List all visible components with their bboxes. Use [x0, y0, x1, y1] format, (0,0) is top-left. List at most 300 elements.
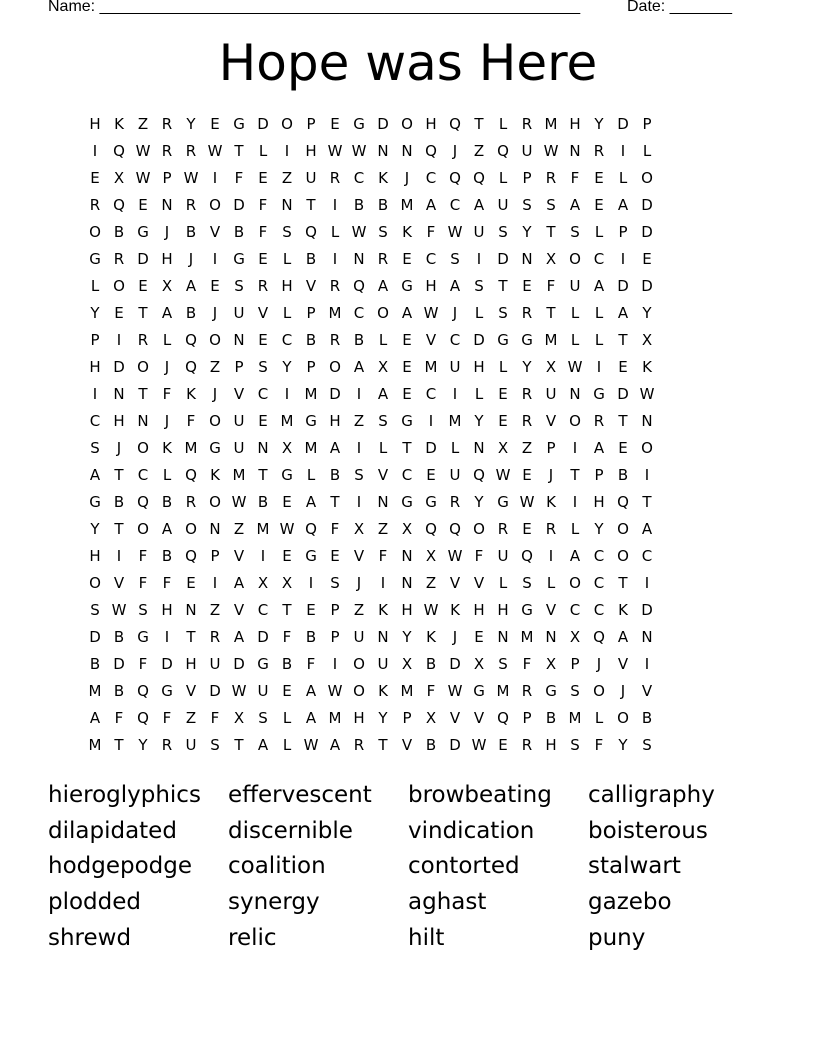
- grid-letter: A: [401, 304, 413, 322]
- grid-letter: H: [113, 412, 125, 430]
- grid-letter: C: [281, 331, 293, 349]
- grid-letter: I: [332, 196, 338, 214]
- grid-letter: R: [521, 412, 533, 430]
- grid-letter: L: [570, 331, 580, 349]
- grid-letter: G: [233, 115, 245, 133]
- grid-letter: L: [90, 277, 100, 295]
- grid-letter: K: [402, 223, 412, 241]
- grid-letter: A: [641, 520, 653, 538]
- grid-letter: E: [210, 277, 220, 295]
- grid-letter: E: [258, 412, 268, 430]
- grid-letter: S: [450, 250, 460, 268]
- grid-letter: O: [209, 331, 221, 349]
- grid-letter: J: [164, 412, 170, 430]
- grid-row: [83, 165, 731, 192]
- grid-letter: L: [282, 736, 292, 754]
- grid-letter: P: [210, 547, 220, 565]
- grid-letter: I: [116, 547, 122, 565]
- grid-letter: I: [284, 385, 290, 403]
- grid-letter: K: [162, 439, 172, 457]
- grid-letter: E: [330, 547, 340, 565]
- grid-letter: W: [351, 142, 367, 160]
- grid-letter: E: [114, 304, 124, 322]
- grid-row: [83, 219, 731, 246]
- grid-letter: E: [138, 196, 148, 214]
- grid-letter: S: [90, 439, 100, 457]
- grid-letter: H: [161, 601, 173, 619]
- grid-letter: H: [89, 547, 101, 565]
- grid-row: [83, 516, 731, 543]
- grid-letter: F: [162, 709, 172, 727]
- grid-letter: O: [641, 169, 653, 187]
- grid-letter: P: [306, 358, 316, 376]
- grid-letter: S: [258, 709, 268, 727]
- grid-letter: G: [89, 250, 101, 268]
- grid-letter: Q: [305, 223, 317, 241]
- grid-letter: B: [113, 223, 125, 241]
- grid-letter: P: [306, 115, 316, 133]
- grid-letter: G: [497, 493, 509, 511]
- grid-letter: K: [426, 628, 436, 646]
- grid-letter: J: [596, 655, 602, 673]
- word-bank-item: hieroglyphics: [48, 782, 201, 808]
- grid-letter: X: [161, 277, 173, 295]
- grid-letter: C: [425, 169, 437, 187]
- grid-letter: L: [330, 223, 340, 241]
- grid-letter: Q: [137, 682, 149, 700]
- grid-letter: U: [209, 655, 221, 673]
- grid-letter: H: [473, 601, 485, 619]
- grid-letter: D: [641, 601, 653, 619]
- grid-letter: R: [545, 520, 557, 538]
- grid-letter: S: [282, 223, 292, 241]
- grid-letter: F: [570, 169, 580, 187]
- grid-letter: K: [618, 601, 628, 619]
- grid-letter: U: [521, 142, 533, 160]
- word-bank-item: vindication: [408, 817, 535, 844]
- grid-letter: P: [570, 655, 580, 673]
- grid-letter: A: [449, 277, 461, 295]
- grid-letter: D: [617, 115, 629, 133]
- grid-letter: T: [114, 736, 124, 754]
- grid-letter: S: [522, 196, 532, 214]
- grid-letter: O: [137, 439, 149, 457]
- grid-letter: N: [545, 628, 557, 646]
- grid-letter: R: [593, 412, 605, 430]
- grid-letter: W: [447, 682, 463, 700]
- grid-letter: M: [400, 196, 414, 214]
- grid-letter: S: [498, 655, 508, 673]
- grid-letter: F: [306, 655, 316, 673]
- grid-letter: E: [402, 358, 412, 376]
- grid-letter: E: [258, 331, 268, 349]
- grid-letter: G: [401, 412, 413, 430]
- grid-letter: B: [281, 655, 293, 673]
- grid-letter: V: [233, 547, 245, 565]
- grid-letter: L: [594, 304, 604, 322]
- grid-letter: U: [497, 196, 509, 214]
- grid-letter: V: [473, 574, 485, 592]
- grid-letter: Z: [353, 601, 365, 619]
- grid-letter: M: [280, 412, 294, 430]
- grid-letter: B: [161, 493, 173, 511]
- word-bank-item: coalition: [228, 853, 326, 880]
- grid-letter: A: [89, 466, 101, 484]
- grid-letter: W: [231, 493, 247, 511]
- grid-letter: G: [257, 655, 269, 673]
- grid-letter: R: [185, 142, 197, 160]
- grid-letter: Q: [449, 115, 461, 133]
- grid-letter: H: [425, 277, 437, 295]
- grid-letter: I: [332, 250, 338, 268]
- grid-letter: E: [210, 115, 220, 133]
- grid-letter: D: [473, 331, 485, 349]
- grid-letter: F: [426, 223, 436, 241]
- grid-letter: X: [545, 250, 557, 268]
- grid-row: [83, 651, 731, 678]
- grid-letter: E: [402, 331, 412, 349]
- grid-letter: B: [329, 466, 341, 484]
- grid-letter: X: [401, 520, 413, 538]
- grid-letter: H: [329, 412, 341, 430]
- grid-letter: Q: [185, 466, 197, 484]
- grid-letter: Y: [522, 358, 532, 376]
- grid-letter: X: [401, 655, 413, 673]
- grid-letter: H: [545, 736, 557, 754]
- grid-letter: Y: [138, 736, 148, 754]
- grid-letter: R: [497, 520, 509, 538]
- grid-letter: Z: [377, 520, 389, 538]
- grid-letter: X: [353, 520, 365, 538]
- grid-letter: O: [593, 682, 605, 700]
- grid-letter: F: [138, 547, 148, 565]
- grid-letter: G: [305, 547, 317, 565]
- grid-letter: M: [88, 682, 102, 700]
- grid-letter: R: [521, 682, 533, 700]
- grid-letter: U: [473, 223, 485, 241]
- grid-letter: A: [569, 547, 581, 565]
- grid-letter: T: [138, 385, 148, 403]
- grid-letter: G: [305, 412, 317, 430]
- grid-letter: A: [161, 304, 173, 322]
- grid-letter: L: [282, 304, 292, 322]
- date-field-label: Date: _______: [627, 0, 732, 15]
- grid-letter: I: [212, 574, 218, 592]
- grid-letter: E: [90, 169, 100, 187]
- grid-letter: O: [209, 493, 221, 511]
- grid-letter: R: [113, 250, 125, 268]
- grid-letter: X: [425, 547, 437, 565]
- grid-letter: D: [209, 682, 221, 700]
- grid-row: [83, 138, 731, 165]
- grid-letter: X: [545, 655, 557, 673]
- grid-letter: O: [89, 223, 101, 241]
- grid-letter: S: [570, 682, 580, 700]
- grid-letter: P: [618, 223, 628, 241]
- grid-letter: M: [304, 439, 318, 457]
- grid-letter: D: [137, 250, 149, 268]
- grid-letter: E: [522, 466, 532, 484]
- grid-letter: J: [452, 304, 458, 322]
- grid-letter: L: [282, 250, 292, 268]
- grid-letter: S: [234, 277, 244, 295]
- word-bank-item: effervescent: [228, 782, 372, 808]
- grid-letter: U: [353, 628, 365, 646]
- grid-letter: F: [162, 574, 172, 592]
- grid-letter: J: [356, 574, 362, 592]
- grid-letter: X: [113, 169, 125, 187]
- grid-letter: W: [351, 223, 367, 241]
- grid-letter: C: [401, 466, 413, 484]
- grid-letter: U: [377, 655, 389, 673]
- grid-letter: J: [116, 439, 122, 457]
- grid-letter: F: [138, 655, 148, 673]
- grid-letter: C: [425, 385, 437, 403]
- grid-letter: V: [449, 574, 461, 592]
- grid-letter: U: [233, 412, 245, 430]
- grid-letter: Q: [473, 466, 485, 484]
- grid-letter: E: [642, 250, 652, 268]
- grid-letter: Q: [449, 520, 461, 538]
- grid-letter: F: [186, 412, 196, 430]
- grid-letter: U: [185, 736, 197, 754]
- grid-letter: R: [449, 493, 461, 511]
- grid-letter: O: [137, 520, 149, 538]
- grid-letter: D: [329, 385, 341, 403]
- grid-letter: S: [138, 601, 148, 619]
- grid-letter: Y: [642, 304, 652, 322]
- grid-letter: N: [401, 142, 413, 160]
- grid-letter: A: [593, 439, 605, 457]
- grid-letter: X: [497, 439, 509, 457]
- grid-letter: F: [282, 628, 292, 646]
- grid-letter: L: [378, 439, 388, 457]
- grid-letter: L: [642, 142, 652, 160]
- grid-letter: A: [185, 277, 197, 295]
- grid-letter: R: [521, 304, 533, 322]
- grid-letter: D: [497, 250, 509, 268]
- grid-letter: B: [353, 331, 365, 349]
- grid-letter: R: [329, 169, 341, 187]
- grid-letter: N: [521, 250, 533, 268]
- grid-letter: B: [305, 628, 317, 646]
- grid-letter: U: [233, 439, 245, 457]
- grid-letter: R: [209, 628, 221, 646]
- grid-letter: A: [233, 574, 245, 592]
- grid-letter: K: [378, 682, 388, 700]
- grid-letter: W: [111, 601, 127, 619]
- grid-letter: A: [353, 358, 365, 376]
- word-bank-item: relic: [228, 924, 277, 951]
- grid-letter: I: [92, 142, 98, 160]
- grid-letter: E: [498, 412, 508, 430]
- grid-letter: B: [233, 223, 245, 241]
- grid-letter: F: [162, 385, 172, 403]
- grid-letter: R: [89, 196, 101, 214]
- grid-letter: J: [164, 358, 170, 376]
- grid-letter: C: [425, 250, 437, 268]
- grid-letter: V: [473, 709, 485, 727]
- grid-letter: E: [618, 439, 628, 457]
- grid-letter: D: [233, 655, 245, 673]
- grid-letter: S: [330, 574, 340, 592]
- grid-letter: R: [185, 196, 197, 214]
- grid-letter: N: [113, 385, 125, 403]
- grid-letter: N: [137, 412, 149, 430]
- grid-letter: V: [641, 682, 653, 700]
- puzzle-title: Hope was Here: [218, 34, 598, 92]
- grid-letter: G: [281, 466, 293, 484]
- grid-letter: K: [450, 601, 460, 619]
- grid-letter: Z: [521, 439, 533, 457]
- grid-letter: N: [209, 520, 221, 538]
- grid-letter: E: [258, 169, 268, 187]
- grid-letter: Q: [425, 520, 437, 538]
- grid-letter: B: [425, 736, 437, 754]
- grid-letter: A: [377, 277, 389, 295]
- grid-letter: T: [114, 466, 124, 484]
- grid-letter: Q: [185, 358, 197, 376]
- grid-letter: C: [257, 601, 269, 619]
- grid-letter: Y: [594, 520, 604, 538]
- grid-letter: O: [185, 520, 197, 538]
- grid-letter: X: [569, 628, 581, 646]
- grid-letter: U: [449, 466, 461, 484]
- grid-letter: E: [522, 277, 532, 295]
- grid-letter: D: [89, 628, 101, 646]
- grid-letter: B: [113, 682, 125, 700]
- grid-letter: B: [113, 493, 125, 511]
- grid-letter: B: [617, 466, 629, 484]
- grid-letter: H: [497, 601, 509, 619]
- grid-letter: A: [329, 439, 341, 457]
- grid-letter: E: [282, 493, 292, 511]
- grid-letter: E: [474, 628, 484, 646]
- grid-letter: V: [305, 277, 317, 295]
- grid-letter: K: [186, 385, 196, 403]
- grid-letter: Q: [425, 142, 437, 160]
- grid-letter: O: [353, 655, 365, 673]
- grid-letter: E: [426, 466, 436, 484]
- grid-letter: L: [498, 574, 508, 592]
- grid-letter: M: [328, 709, 342, 727]
- grid-letter: C: [257, 385, 269, 403]
- grid-letter: H: [425, 115, 437, 133]
- grid-letter: Y: [522, 223, 532, 241]
- grid-letter: I: [284, 142, 290, 160]
- grid-letter: W: [447, 223, 463, 241]
- grid-letter: L: [258, 142, 268, 160]
- grid-letter: B: [353, 196, 365, 214]
- grid-letter: I: [644, 466, 650, 484]
- grid-letter: M: [544, 331, 558, 349]
- grid-letter: B: [185, 223, 197, 241]
- grid-letter: B: [161, 547, 173, 565]
- grid-letter: G: [473, 682, 485, 700]
- grid-letter: J: [212, 385, 218, 403]
- grid-letter: I: [356, 493, 362, 511]
- grid-letter: B: [305, 331, 317, 349]
- grid-letter: O: [209, 412, 221, 430]
- grid-letter: O: [89, 574, 101, 592]
- grid-letter: Y: [282, 358, 292, 376]
- grid-letter: T: [234, 142, 244, 160]
- grid-letter: D: [113, 358, 125, 376]
- grid-letter: M: [184, 439, 198, 457]
- grid-letter: E: [138, 277, 148, 295]
- grid-letter: C: [353, 304, 365, 322]
- grid-letter: I: [212, 169, 218, 187]
- grid-letter: O: [353, 682, 365, 700]
- grid-letter: G: [425, 493, 437, 511]
- grid-letter: W: [207, 142, 223, 160]
- grid-letter: Q: [113, 142, 125, 160]
- grid-letter: O: [569, 250, 581, 268]
- grid-letter: Y: [402, 628, 412, 646]
- word-bank-item: plodded: [48, 889, 142, 916]
- grid-letter: S: [378, 223, 388, 241]
- grid-letter: N: [641, 412, 653, 430]
- grid-letter: H: [593, 493, 605, 511]
- grid-letter: J: [548, 466, 554, 484]
- grid-letter: R: [521, 115, 533, 133]
- grid-letter: Q: [497, 142, 509, 160]
- grid-letter: E: [618, 358, 628, 376]
- grid-letter: S: [498, 304, 508, 322]
- grid-letter: S: [498, 223, 508, 241]
- grid-letter: K: [114, 115, 124, 133]
- grid-letter: W: [471, 736, 487, 754]
- grid-letter: D: [113, 655, 125, 673]
- grid-letter: H: [353, 709, 365, 727]
- grid-letter: H: [89, 115, 101, 133]
- grid-letter: H: [161, 250, 173, 268]
- grid-letter: F: [378, 547, 388, 565]
- grid-letter: J: [452, 142, 458, 160]
- grid-letter: R: [521, 736, 533, 754]
- grid-letter: O: [617, 520, 629, 538]
- grid-letter: B: [641, 709, 653, 727]
- grid-letter: J: [404, 169, 410, 187]
- grid-letter: G: [89, 493, 101, 511]
- grid-letter: I: [92, 385, 98, 403]
- grid-letter: T: [186, 628, 196, 646]
- grid-letter: J: [620, 682, 626, 700]
- grid-letter: Y: [618, 736, 628, 754]
- grid-row: [83, 678, 731, 705]
- grid-letter: V: [233, 385, 245, 403]
- grid-letter: F: [234, 169, 244, 187]
- grid-letter: T: [618, 412, 628, 430]
- grid-letter: A: [233, 628, 245, 646]
- grid-letter: P: [642, 115, 652, 133]
- grid-letter: C: [449, 196, 461, 214]
- grid-letter: I: [380, 574, 386, 592]
- grid-letter: J: [164, 223, 170, 241]
- word-bank-item: puny: [588, 924, 646, 951]
- grid-letter: K: [210, 466, 220, 484]
- grid-letter: V: [449, 709, 461, 727]
- word-bank-item: dilapidated: [48, 817, 177, 844]
- grid-letter: I: [332, 655, 338, 673]
- grid-letter: B: [185, 304, 197, 322]
- grid-letter: I: [452, 385, 458, 403]
- grid-letter: H: [305, 142, 317, 160]
- grid-letter: N: [377, 628, 389, 646]
- grid-letter: N: [233, 331, 245, 349]
- grid-letter: I: [476, 250, 482, 268]
- grid-letter: A: [617, 304, 629, 322]
